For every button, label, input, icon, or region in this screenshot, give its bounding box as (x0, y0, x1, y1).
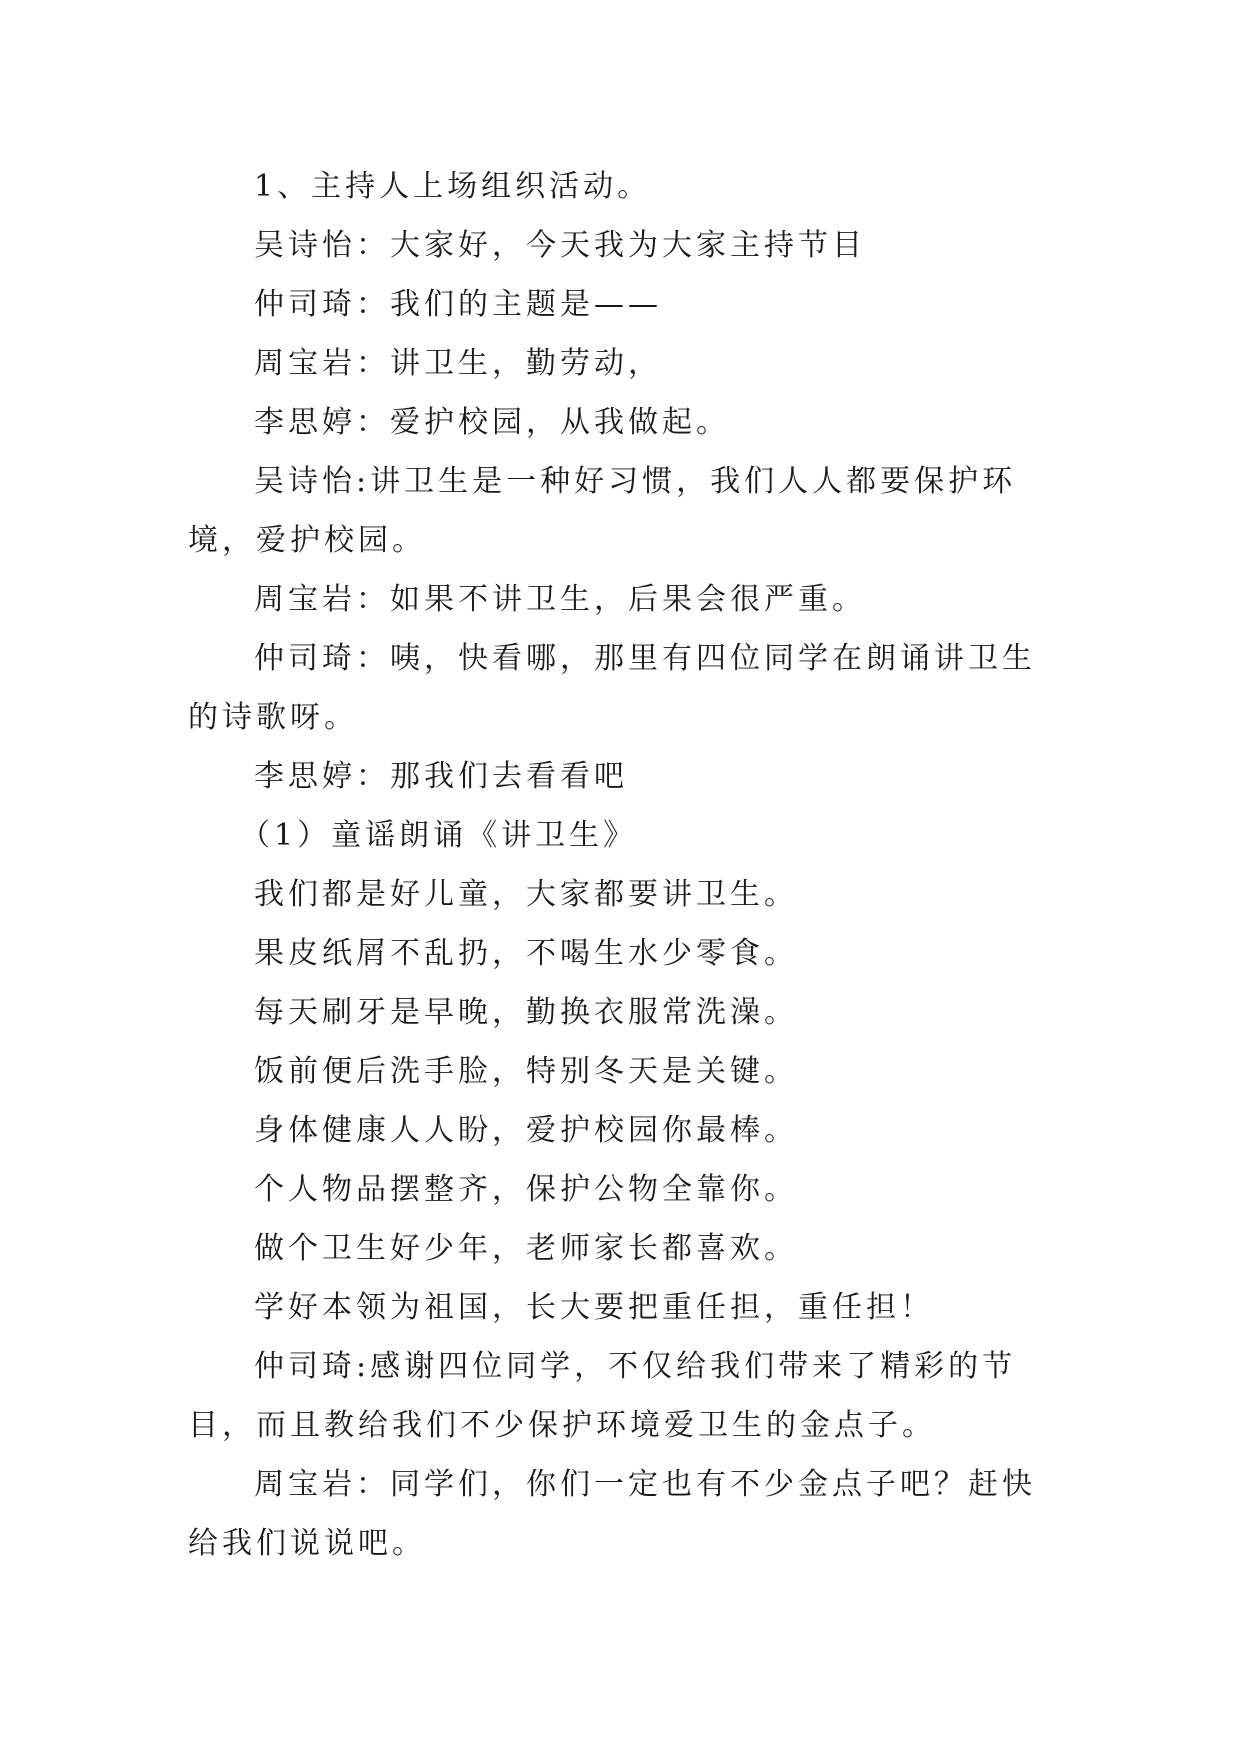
paragraph-dialogue: 周宝岩：同学们，你们一定也有不少金点子吧？赶快给我们说说吧。 (188, 1467, 1036, 1561)
poem-line: 每天刷牙是早晚，勤换衣服常洗澡。 (254, 995, 798, 1030)
paragraph-section-heading: （1）童谣朗诵《讲卫生》 (240, 818, 638, 853)
poem-line: 个人物品摆整齐，保护公物全靠你。 (254, 1172, 798, 1207)
paragraph-dialogue: 李思婷：爱护校园，从我做起。 (254, 405, 730, 440)
poem-line: 果皮纸屑不乱扔，不喝生水少零食。 (254, 936, 798, 971)
paragraph-dialogue: 周宝岩：如果不讲卫生，后果会很严重。 (254, 582, 866, 617)
paragraph-dialogue: 李思婷：那我们去看看吧 (254, 759, 628, 794)
paragraph-dialogue: 仲司琦：我们的主题是—— (254, 287, 662, 322)
paragraph-dialogue: 吴诗怡：大家好，今天我为大家主持节目 (254, 228, 866, 263)
poem-line: 饭前便后洗手脸，特别冬天是关键。 (254, 1054, 798, 1089)
paragraph-dialogue: 周宝岩：讲卫生，勤劳动， (254, 346, 662, 381)
poem-line: 学好本领为祖国，长大要把重任担，重任担！ (254, 1290, 934, 1325)
paragraph-activity-heading: 1、主持人上场组织活动。 (254, 169, 652, 204)
paragraph-dialogue: 吴诗怡:讲卫生是一种好习惯，我们人人都要保护环境，爱护校园。 (188, 464, 1017, 558)
poem-line: 做个卫生好少年，老师家长都喜欢。 (254, 1231, 798, 1266)
paragraph-dialogue: 仲司琦:感谢四位同学，不仅给我们带来了精彩的节目，而且教给我们不少保护环境爱卫生的金点子。 (188, 1349, 1017, 1443)
poem-line: 我们都是好儿童，大家都要讲卫生。 (254, 877, 798, 912)
poem-line: 身体健康人人盼，爱护校园你最棒。 (254, 1113, 798, 1148)
paragraph-dialogue: 仲司琦：咦，快看哪，那里有四位同学在朗诵讲卫生的诗歌呀。 (188, 641, 1036, 735)
document-body (188, 157, 1048, 1573)
